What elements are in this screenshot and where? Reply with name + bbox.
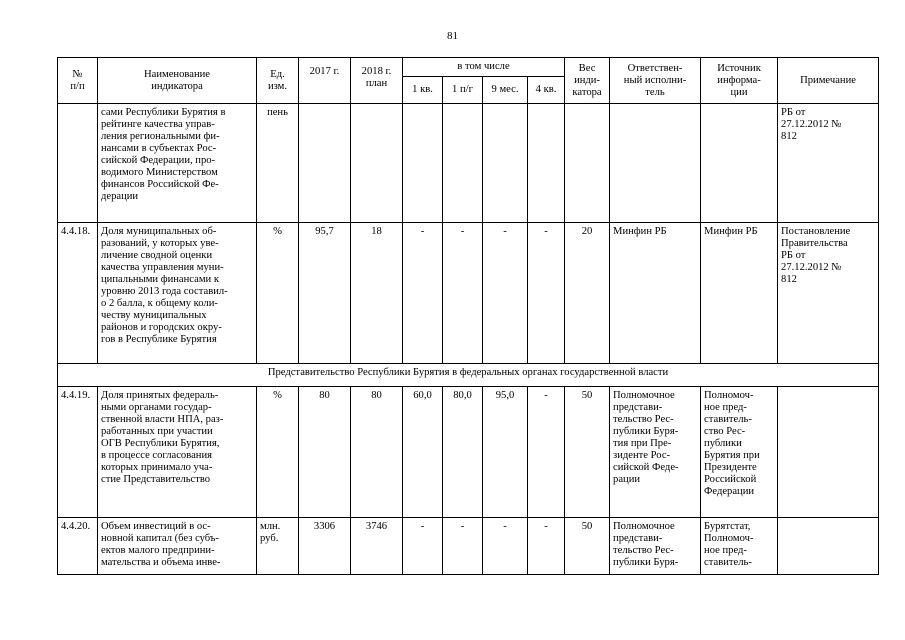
cell-unit: млн. руб.	[257, 518, 299, 575]
cell-q1: -	[403, 223, 443, 364]
header-responsible: Ответствен- ный исполни- тель	[610, 58, 701, 104]
cell-num	[58, 104, 98, 223]
cell-2017: 95,7	[299, 223, 351, 364]
header-name: Наименование индикатора	[98, 58, 257, 104]
cell-weight	[565, 104, 610, 223]
cell-name: сами Республики Бурятия в рейтинге качества управ- ления региональными фи- нансами в субъектах Рос- сийской Федерации, про- водимого Министерством финансов Российской Фе- дерации	[98, 104, 257, 223]
cell-q1: -	[403, 518, 443, 575]
page-number: 81	[447, 30, 458, 42]
header-unit: Ед. изм.	[257, 58, 299, 104]
cell-responsible: Минфин РБ	[610, 223, 701, 364]
header-q4: 4 кв.	[528, 77, 565, 104]
cell-2018: 80	[351, 387, 403, 518]
cell-q1	[403, 104, 443, 223]
cell-note: Постановление Правительства РБ от 27.12.2012 № 812	[778, 223, 879, 364]
cell-name: Объем инвестиций в ос- новной капитал (без субъ- ектов малого предприни- мательства и объема инве-	[98, 518, 257, 575]
cell-num: 4.4.19.	[58, 387, 98, 518]
cell-9m: -	[483, 223, 528, 364]
cell-responsible: Полномочное представи- тельство Рес- публики Буря-	[610, 518, 701, 575]
cell-2017: 3306	[299, 518, 351, 575]
cell-q4: -	[528, 387, 565, 518]
cell-2018: 18	[351, 223, 403, 364]
header-note: Примечание	[778, 58, 879, 104]
header-source: Источник информа- ции	[701, 58, 778, 104]
cell-unit: пень	[257, 104, 299, 223]
cell-num: 4.4.18.	[58, 223, 98, 364]
cell-q4	[528, 104, 565, 223]
section-row	[58, 364, 879, 387]
cell-h1: -	[443, 518, 483, 575]
cell-h1: -	[443, 223, 483, 364]
cell-weight: 50	[565, 518, 610, 575]
cell-source: Полномоч- ное пред- ставитель- ство Рес- публики Бурятия при Президенте Российской Федерации	[701, 387, 778, 518]
header-including: в том числе	[403, 58, 565, 77]
cell-9m: -	[483, 518, 528, 575]
cell-2017: 80	[299, 387, 351, 518]
table-row	[58, 104, 879, 223]
cell-source: Бурятстат, Полномоч- ное пред- ставитель-	[701, 518, 778, 575]
indicators-table	[57, 57, 879, 575]
header-weight: Вес инди- катора	[565, 58, 610, 104]
header-9m: 9 мес.	[483, 77, 528, 104]
cell-name: Доля принятых федераль- ными органами государ- ственной власти НПА, раз- работанных при участии ОГВ Республики Бурятия, в процессе согласования которых принимало уча- стие Представительство	[98, 387, 257, 518]
table-row	[58, 387, 879, 518]
header-num: № п/п	[58, 58, 98, 104]
cell-responsible: Полномочное представи- тельство Рес- публики Буря- тия при Пре- зиденте Рос- сийской Феде- рации	[610, 387, 701, 518]
cell-9m	[483, 104, 528, 223]
cell-source: Минфин РБ	[701, 223, 778, 364]
cell-note: РБ от 27.12.2012 № 812	[778, 104, 879, 223]
header-row	[58, 58, 879, 77]
header-h1: 1 п/г	[443, 77, 483, 104]
cell-2018	[351, 104, 403, 223]
header-q1: 1 кв.	[403, 77, 443, 104]
cell-unit: %	[257, 223, 299, 364]
cell-unit: %	[257, 387, 299, 518]
cell-h1	[443, 104, 483, 223]
cell-note	[778, 518, 879, 575]
table-row	[58, 518, 879, 575]
cell-source	[701, 104, 778, 223]
cell-q4: -	[528, 223, 565, 364]
cell-2018: 3746	[351, 518, 403, 575]
cell-2017	[299, 104, 351, 223]
cell-num: 4.4.20.	[58, 518, 98, 575]
header-2017: 2017 г.	[299, 58, 351, 104]
cell-h1: 80,0	[443, 387, 483, 518]
cell-note	[778, 387, 879, 518]
table-row	[58, 223, 879, 364]
cell-q1: 60,0	[403, 387, 443, 518]
cell-9m: 95,0	[483, 387, 528, 518]
cell-responsible	[610, 104, 701, 223]
cell-weight: 50	[565, 387, 610, 518]
cell-weight: 20	[565, 223, 610, 364]
cell-name: Доля муниципальных об- разований, у которых уве- личение сводной оценки качества управления муни- ципальными финансами к уровню 2013 года составил- о 2 балла, к общему коли- честву муниципальных районов и городских окру- гов в Республике Бурятия	[98, 223, 257, 364]
section-title: Представительство Республики Бурятия в федеральных органах государственной власти	[58, 364, 879, 387]
header-2018: 2018 г. план	[351, 58, 403, 104]
cell-q4: -	[528, 518, 565, 575]
